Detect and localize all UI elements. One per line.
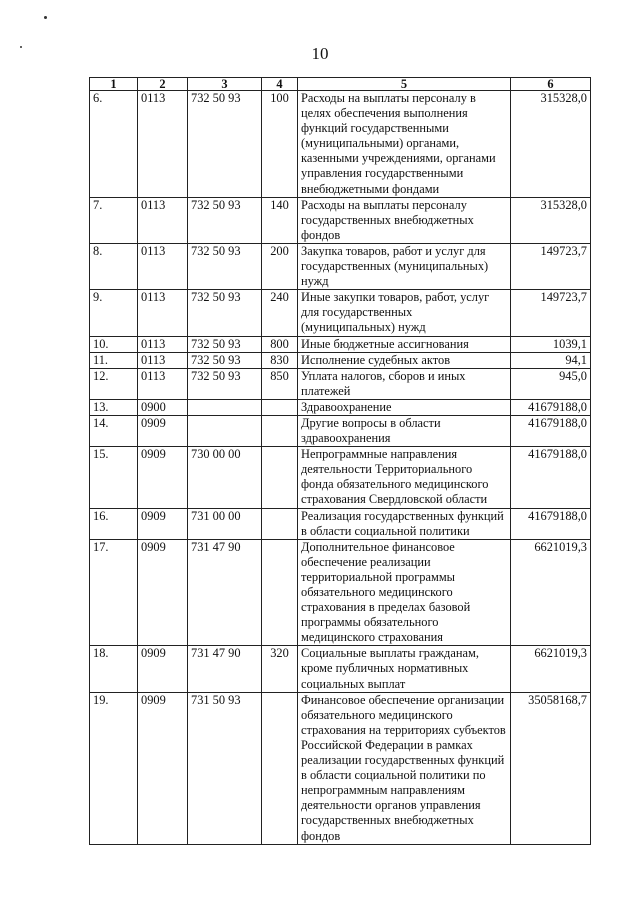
- table-row: [90, 399, 591, 415]
- row-number: 7.: [90, 197, 138, 243]
- item-name: Расходы на выплаты персоналу в целях обеспечения выполнения функций государственными (муниципальными) органами, казенными учреждениями, органами управления государственными внебюджетными фондами: [298, 91, 511, 198]
- expense-type-code: [262, 508, 298, 539]
- section-code: 0113: [138, 243, 188, 289]
- item-name: Финансовое обеспечение организации обязательного медицинского страхования на территориях субъектов Российской Федерации в рамках реализации государственных функций в области социальной политики по непрограммным направлениям деятельности органов управления государственных внебюджетных фондов: [298, 692, 511, 844]
- amount: 6621019,3: [511, 646, 591, 692]
- table-row: [90, 336, 591, 352]
- table-row: [90, 447, 591, 508]
- section-code: 0113: [138, 352, 188, 368]
- expense-type-code: 850: [262, 368, 298, 399]
- target-code: 732 50 93: [188, 352, 262, 368]
- expense-type-code: [262, 399, 298, 415]
- section-code: 0909: [138, 415, 188, 446]
- amount: 94,1: [511, 352, 591, 368]
- column-header: 6: [511, 78, 591, 91]
- expense-type-code: [262, 415, 298, 446]
- amount: 41679188,0: [511, 399, 591, 415]
- table-row: [90, 290, 591, 336]
- row-number: 13.: [90, 399, 138, 415]
- column-header: 1: [90, 78, 138, 91]
- row-number: 12.: [90, 368, 138, 399]
- table-row: [90, 91, 591, 198]
- table-row: [90, 368, 591, 399]
- target-code: 732 50 93: [188, 290, 262, 336]
- expense-type-code: [262, 539, 298, 646]
- section-code: 0113: [138, 91, 188, 198]
- column-header: 3: [188, 78, 262, 91]
- amount: 1039,1: [511, 336, 591, 352]
- item-name: Дополнительное финансовое обеспечение реализации территориальной программы обязательного медицинского страхования в пределах базовой программы обязательного медицинского страхования: [298, 539, 511, 646]
- column-header: 2: [138, 78, 188, 91]
- row-number: 16.: [90, 508, 138, 539]
- target-code: 732 50 93: [188, 197, 262, 243]
- table-header-row: [90, 78, 591, 91]
- item-name: Непрограммные направления деятельности Территориального фонда обязательного медицинского страхования Свердловской области: [298, 447, 511, 508]
- target-code: 732 50 93: [188, 91, 262, 198]
- row-number: 9.: [90, 290, 138, 336]
- item-name: Социальные выплаты гражданам, кроме публичных нормативных социальных выплат: [298, 646, 511, 692]
- expense-type-code: 830: [262, 352, 298, 368]
- row-number: 6.: [90, 91, 138, 198]
- amount: 41679188,0: [511, 415, 591, 446]
- section-code: 0113: [138, 368, 188, 399]
- amount: 41679188,0: [511, 508, 591, 539]
- item-name: Уплата налогов, сборов и иных платежей: [298, 368, 511, 399]
- row-number: 14.: [90, 415, 138, 446]
- amount: 149723,7: [511, 290, 591, 336]
- table-row: [90, 539, 591, 646]
- table-row: [90, 243, 591, 289]
- budget-table: [89, 77, 591, 845]
- expense-type-code: 200: [262, 243, 298, 289]
- table-row: [90, 415, 591, 446]
- row-number: 17.: [90, 539, 138, 646]
- item-name: Закупка товаров, работ и услуг для государственных (муниципальных) нужд: [298, 243, 511, 289]
- target-code: 732 50 93: [188, 336, 262, 352]
- amount: 41679188,0: [511, 447, 591, 508]
- expense-type-code: [262, 447, 298, 508]
- section-code: 0113: [138, 197, 188, 243]
- item-name: Реализация государственных функций в области социальной политики: [298, 508, 511, 539]
- expense-type-code: 320: [262, 646, 298, 692]
- expense-type-code: 240: [262, 290, 298, 336]
- amount: 315328,0: [511, 197, 591, 243]
- scan-speck: [44, 16, 47, 19]
- target-code: 732 50 93: [188, 243, 262, 289]
- item-name: Иные закупки товаров, работ, услуг для государственных (муниципальных) нужд: [298, 290, 511, 336]
- section-code: 0909: [138, 508, 188, 539]
- row-number: 10.: [90, 336, 138, 352]
- column-header: 5: [298, 78, 511, 91]
- row-number: 8.: [90, 243, 138, 289]
- table-body: [90, 91, 591, 845]
- item-name: Расходы на выплаты персоналу государственных внебюджетных фондов: [298, 197, 511, 243]
- table-row: [90, 692, 591, 844]
- table-row: [90, 508, 591, 539]
- section-code: 0909: [138, 646, 188, 692]
- section-code: 0909: [138, 692, 188, 844]
- column-header: 4: [262, 78, 298, 91]
- expense-type-code: [262, 692, 298, 844]
- section-code: 0900: [138, 399, 188, 415]
- row-number: 15.: [90, 447, 138, 508]
- amount: 6621019,3: [511, 539, 591, 646]
- amount: 315328,0: [511, 91, 591, 198]
- section-code: 0113: [138, 290, 188, 336]
- page-number: 10: [311, 44, 329, 63]
- amount: 35058168,7: [511, 692, 591, 844]
- expense-type-code: 100: [262, 91, 298, 198]
- table-row: [90, 352, 591, 368]
- expense-type-code: 800: [262, 336, 298, 352]
- section-code: 0909: [138, 539, 188, 646]
- table-row: [90, 197, 591, 243]
- target-code: 731 47 90: [188, 646, 262, 692]
- item-name: Другие вопросы в области здравоохранения: [298, 415, 511, 446]
- target-code: [188, 399, 262, 415]
- item-name: Здравоохранение: [298, 399, 511, 415]
- row-number: 18.: [90, 646, 138, 692]
- row-number: 19.: [90, 692, 138, 844]
- target-code: 732 50 93: [188, 368, 262, 399]
- section-code: 0113: [138, 336, 188, 352]
- item-name: Исполнение судебных актов: [298, 352, 511, 368]
- target-code: 731 50 93: [188, 692, 262, 844]
- amount: 149723,7: [511, 243, 591, 289]
- target-code: 731 00 00: [188, 508, 262, 539]
- target-code: [188, 415, 262, 446]
- target-code: 731 47 90: [188, 539, 262, 646]
- item-name: Иные бюджетные ассигнования: [298, 336, 511, 352]
- target-code: 730 00 00: [188, 447, 262, 508]
- amount: 945,0: [511, 368, 591, 399]
- expense-type-code: 140: [262, 197, 298, 243]
- table-row: [90, 646, 591, 692]
- row-number: 11.: [90, 352, 138, 368]
- section-code: 0909: [138, 447, 188, 508]
